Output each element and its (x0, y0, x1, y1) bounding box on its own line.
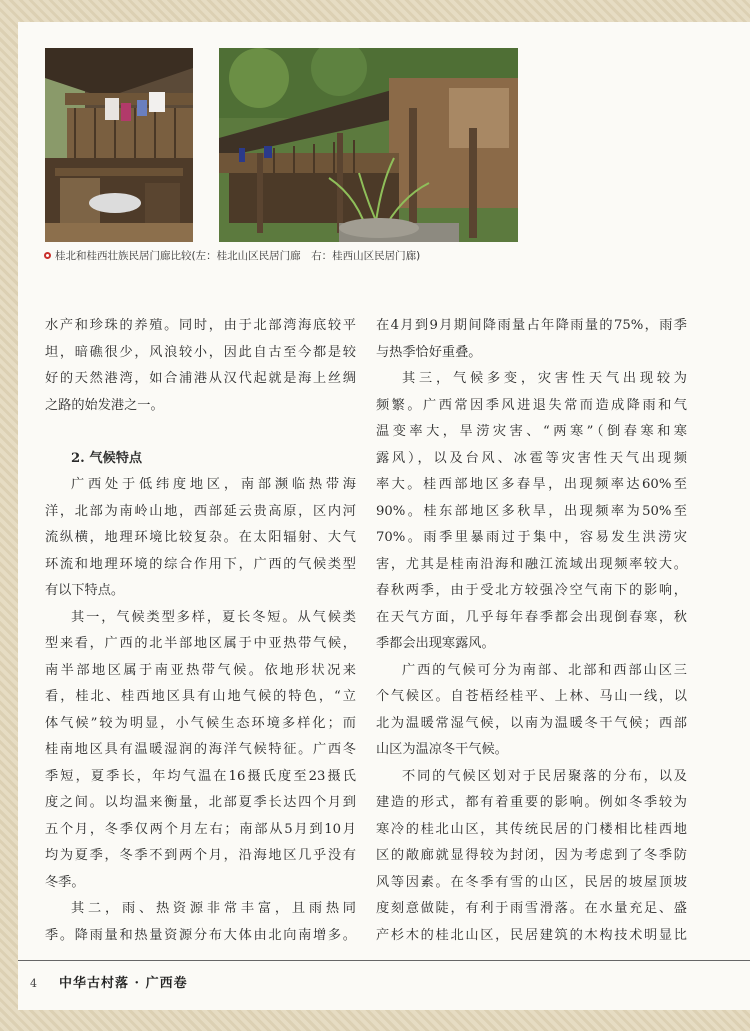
text-line: 桂南地区具有温暖湿润的海洋气候特征。广西冬 (45, 742, 356, 757)
text-line: 广西的气候可分为南部、北部和西部山区三 (402, 662, 687, 678)
text-line: 度刻意做陡，有利于雨雪滑落。在水量充足、盛 (376, 901, 687, 916)
right-text-column (376, 313, 687, 949)
text-line: 五个月，冬季仅两个月左右；南部从5月到10月 (45, 821, 356, 837)
text-line: 90%。桂东部地区多秋旱，出现频率为50%至 (376, 503, 687, 519)
text-line: 型来看，广西的北半部地区属于中亚热带气候， (45, 636, 356, 651)
text-line: 水产和珍珠的养殖。同时，由于北部湾海底较平 (45, 318, 356, 333)
text-line: 温变率大，旱涝灾害、“两寒”（倒春寒和寒 (376, 424, 687, 439)
text-line: 在天气方面，几乎每年春季都会出现倒春寒，秋 (376, 609, 687, 625)
paragraph-gap (45, 419, 356, 446)
text-line: 好的天然港湾，如合浦港从汉代起就是海上丝绸 (45, 371, 356, 386)
text-line: 度之间。以均温来衡量，北部夏季长达四个月到 (45, 795, 356, 810)
text-line: 建造的形式，都有着重要的影响。例如冬季较为 (376, 795, 687, 810)
text-line: 北为温暖常湿气候，以南为温暖冬干气候；西部 (376, 715, 687, 731)
page-number: 4 (30, 977, 37, 990)
text-line: 不同的气候区划对于民居聚落的分布，以及 (402, 768, 687, 784)
photo-guixi-porch (219, 48, 518, 242)
text-line: 均为夏季，冬季不到两个月，沿海地区几乎没有 (45, 848, 356, 863)
text-line: 其三，气候多变，灾害性天气出现较为 (402, 371, 687, 386)
text-line: 南半部地区属于南亚热带气候。依地形状况来 (45, 662, 356, 678)
text-line: 其一，气候类型多样，夏长冬短。从气候类 (71, 609, 356, 625)
photo-caption (44, 248, 524, 263)
text-line: 个气候区。自苍梧经桂平、上林、马山一线，以 (376, 689, 687, 704)
text-line: 洋，北部为南岭山地，西部延云贵高原，区内河 (45, 503, 356, 519)
text-line: 区的敞廊就显得较为封闭，因为考虑到了冬季防 (376, 848, 687, 863)
text-line: 坦，暗礁很少，风浪较小，因此自古至今都是较 (45, 344, 356, 360)
text-line: 产杉木的桂北山区，民居建筑的木构技术明显比 (376, 927, 687, 943)
text-line: 露风），以及台风、冰雹等灾害性天气出现频 (376, 450, 687, 466)
text-line: 率大。桂西部地区多春旱，出现频率达60%至 (376, 477, 687, 492)
text-line: 环流和地理环境的综合作用下，广西的气候类型 (45, 556, 356, 572)
book-title: 中华古村落 · 广西卷 (59, 976, 188, 991)
text-line: 在4月到9月期间降雨量占年降雨量的75%，雨季 (376, 318, 687, 333)
text-line: 季短，夏季长，年均气温在16摄氏度至23摄氏 (45, 768, 356, 784)
text-line: 冬季。 (45, 874, 85, 890)
text-line: 看，桂北、桂西地区具有山地气候的特色，“立 (45, 689, 356, 704)
text-line: 之路的始发港之一。 (45, 397, 164, 413)
text-line: 流纵横，地理环境比较复杂。在太阳辐射、大气 (45, 530, 356, 545)
text-line: 其二，雨、热资源非常丰富，且雨热同 (71, 901, 356, 916)
text-line: 体气候”较为明显，小气候生态环境多样化；而 (45, 715, 356, 731)
text-line: 与热季恰好重叠。 (376, 344, 482, 360)
text-line: 有以下特点。 (45, 583, 125, 598)
text-line: 广西处于低纬度地区，南部濒临热带海 (71, 477, 356, 492)
text-line: 山区为温凉冬干气候。 (376, 742, 508, 757)
text-line: 春秋两季，由于受北方较强冷空气南下的影响， (376, 583, 687, 598)
text-line: 风等因素。在冬季有雪的山区，民居的坡屋顶坡 (376, 874, 687, 890)
page-footer (30, 972, 188, 991)
text-line: 季都会出现寒露风。 (376, 636, 495, 651)
text-line: 寒冷的桂北山区，其传统民居的门楼相比桂西地 (376, 821, 687, 837)
text-line: 频繁。广西常因季风进退失常而造成降雨和气 (376, 397, 687, 413)
text-line: 害，尤其是桂南沿海和融江流域出现频率较大。 (376, 556, 687, 572)
left-text-column (45, 313, 356, 949)
caption-bullet-icon (44, 252, 51, 259)
photo-guibei-porch (45, 48, 193, 242)
footer-rule (18, 960, 750, 961)
caption-text: 桂北和桂西壮族民居门廊比较(左：桂北山区民居门廊 右：桂西山区民居门廊) (55, 250, 421, 262)
text-line: 70%。雨季里暴雨过于集中，容易发生洪涝灾 (376, 530, 687, 545)
text-line: 季。降雨量和热量资源分布大体由北向南增多。 (45, 927, 356, 943)
section-heading: 2. 气候特点 (71, 450, 143, 466)
